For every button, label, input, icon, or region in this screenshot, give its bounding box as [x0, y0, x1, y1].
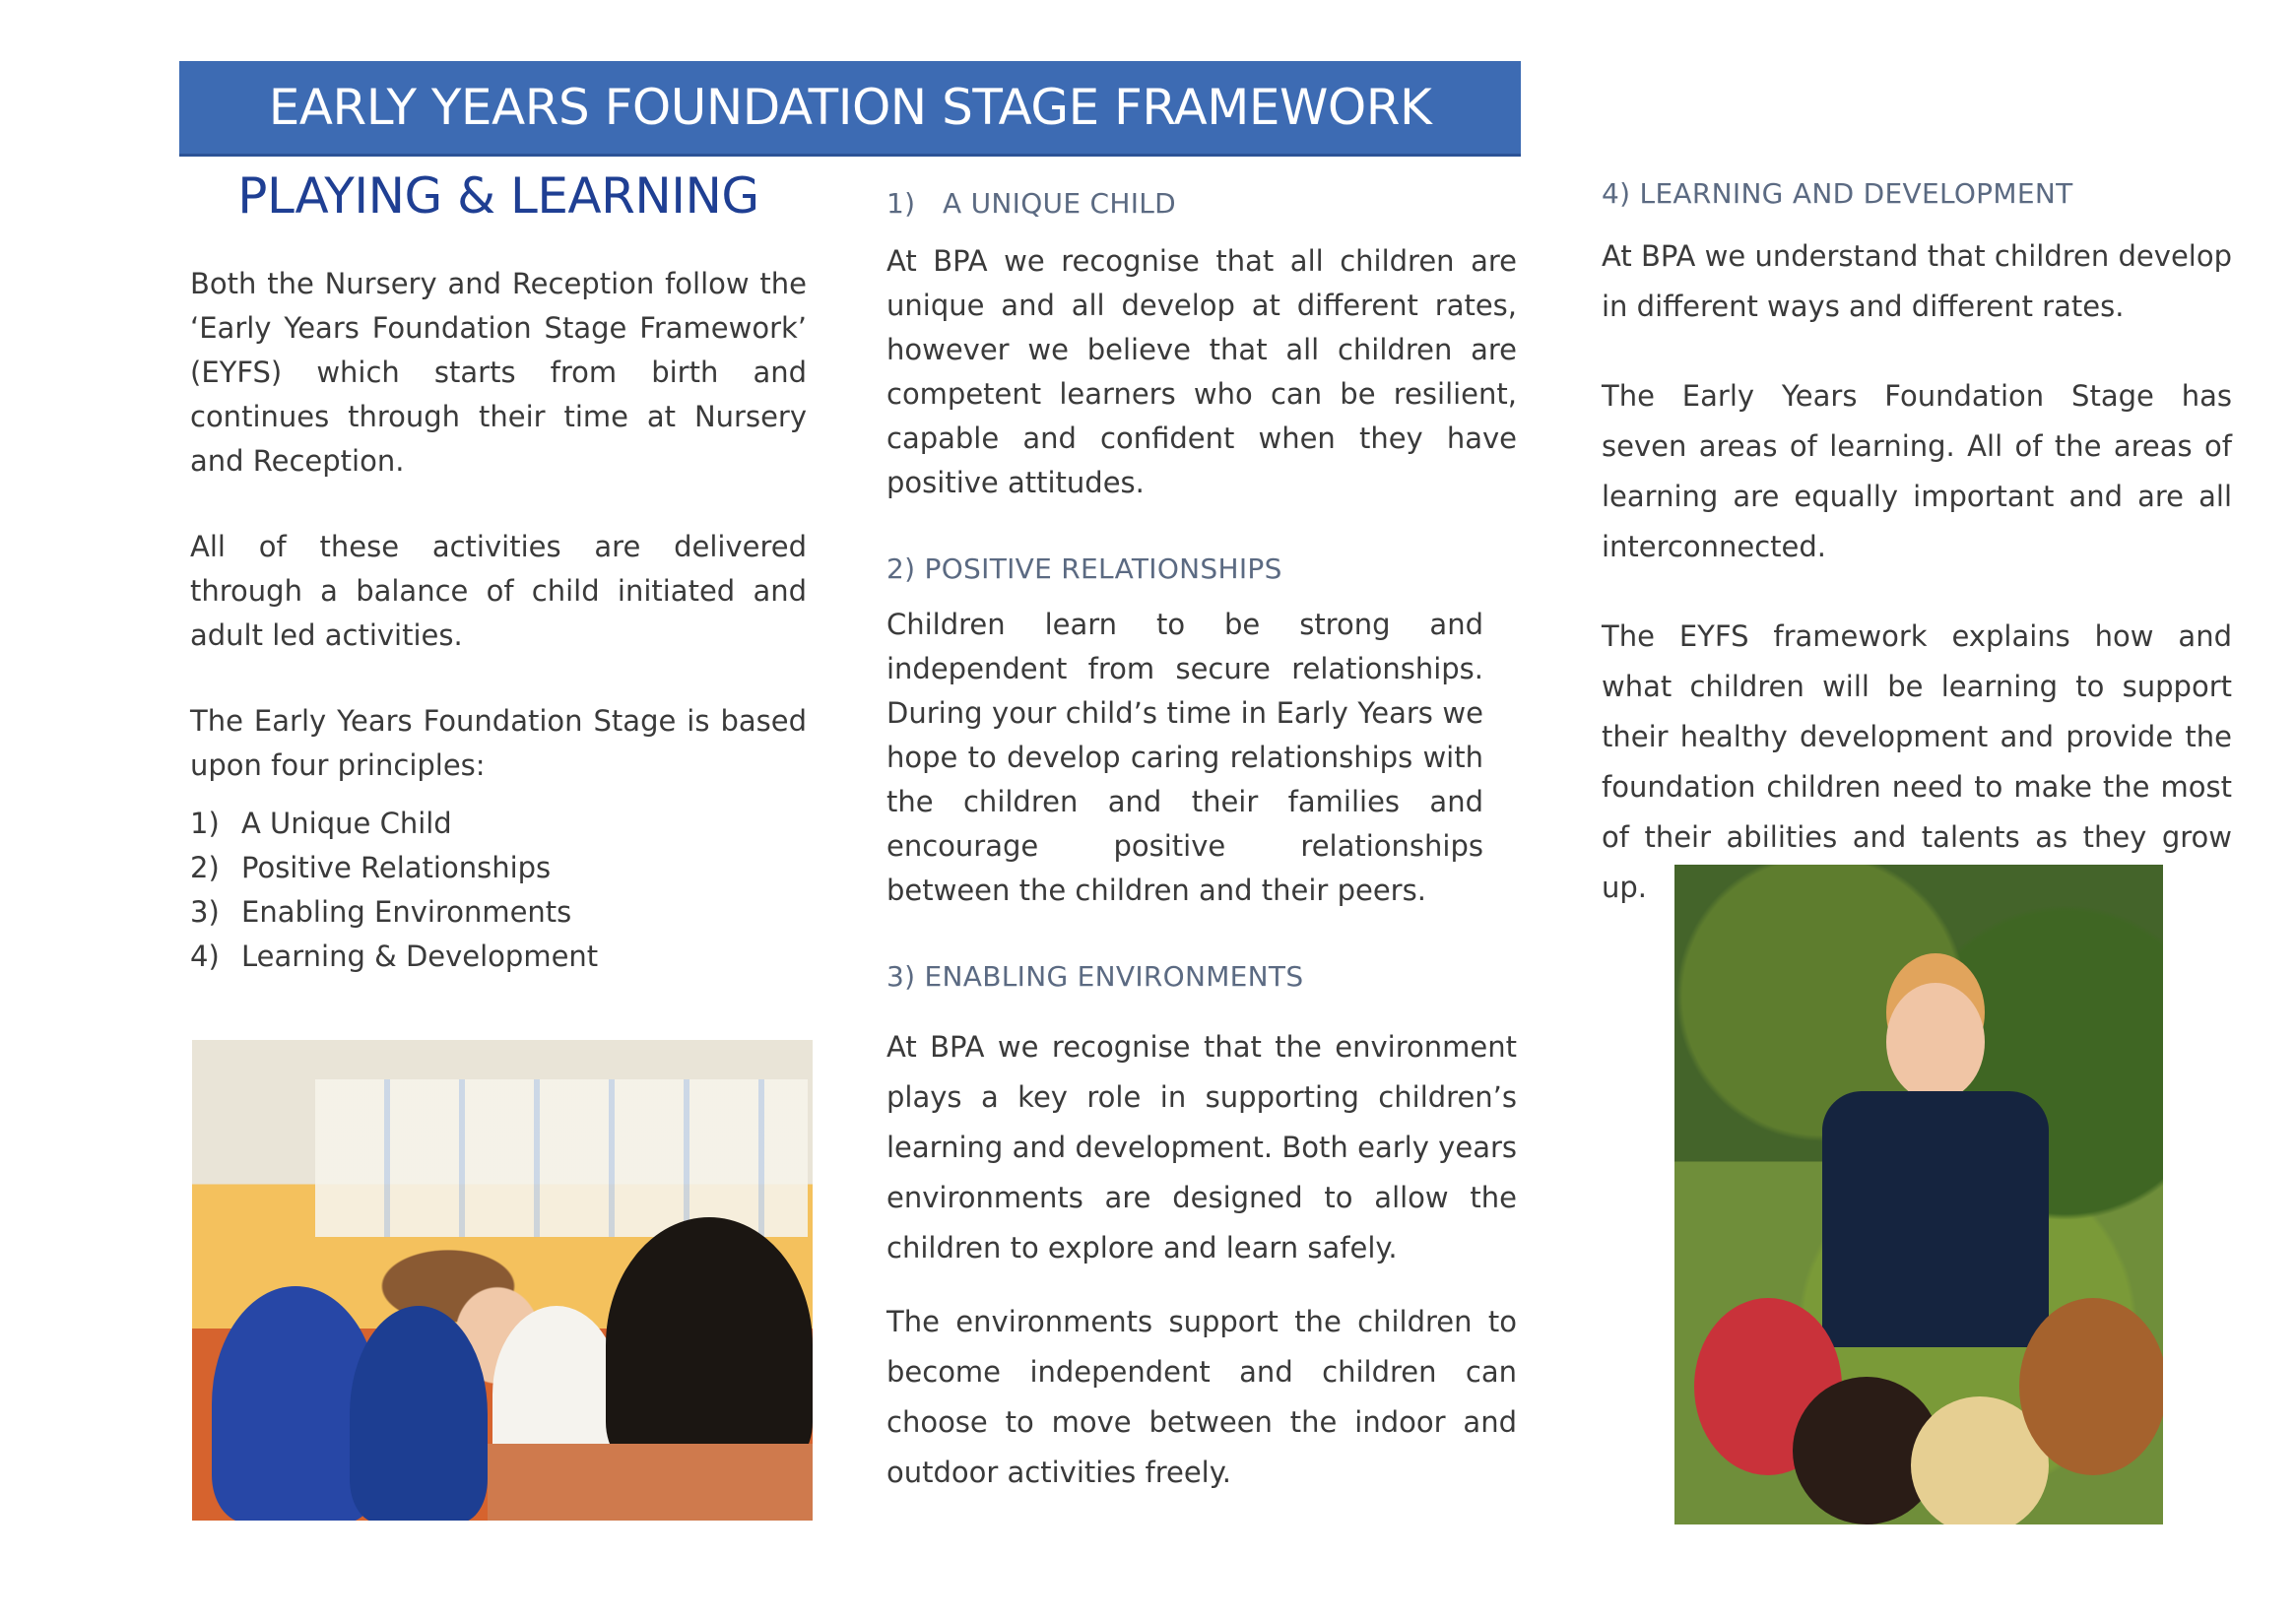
enabling-environments-text-2: The environments support the children to become independent and children can choose to move between the indoor and outdoor activities freely.	[886, 1305, 1517, 1489]
column-playing-learning	[190, 167, 807, 979]
subheading-enabling-environments: 3) ENABLING ENVIRONMENTS	[886, 960, 1304, 993]
enabling-environments-text-1: At BPA we recognise that the environment plays a key role in supporting children’s learning and development. Both early years environments are designed to allow the children to explore and learn safely.	[886, 1030, 1517, 1264]
list-item: 3) Enabling Environments	[190, 895, 572, 929]
unique-child-text: At BPA we recognise that all children are unique and all develop at different rates, however we believe that all children are competent learners who can be resilient, capable and confident when they have positive attitudes.	[886, 244, 1517, 499]
garden-photo	[1674, 865, 2163, 1524]
classroom-photo	[192, 1040, 813, 1521]
column-principles-1-3	[886, 187, 1517, 1498]
intro-paragraph: Both the Nursery and Reception follow the ‘Early Years Foundation Stage Framework’ (EYFS) which starts from birth and continues through their time at Nursery and Reception.	[190, 267, 807, 478]
child-figure	[350, 1306, 488, 1521]
learning-development-text-1: At BPA we understand that children develop in different ways and different rates.	[1602, 239, 2232, 323]
list-item: 4) Learning & Development	[190, 940, 599, 973]
list-item: 2) Positive Relationships	[190, 851, 552, 884]
activity-table	[488, 1444, 813, 1521]
principles-intro: The Early Years Foundation Stage is based upon four principles:	[190, 704, 807, 782]
principles-list	[190, 802, 807, 979]
positive-relationships-text: Children learn to be strong and independent from secure relationships. During your child’s time in Early Years we hope to develop caring relationships with the children and their families and encourage positive relationships between the children and their peers.	[886, 608, 1483, 907]
activities-paragraph: All of these activities are delivered through a balance of child initiated and adult led activities.	[190, 530, 807, 652]
learning-development-text-2: The Early Years Foundation Stage has seven areas of learning. All of the areas of learning are equally important and are all interconnected.	[1602, 379, 2232, 563]
child-figure	[2019, 1298, 2163, 1475]
subheading-unique-child: 1) A UNIQUE CHILD	[886, 187, 1177, 220]
subheading-positive-relationships: 2) POSITIVE RELATIONSHIPS	[886, 552, 1282, 585]
wall-posters	[315, 1079, 808, 1237]
section-heading-playing-learning: PLAYING & LEARNING	[237, 167, 759, 225]
page-title: EARLY YEARS FOUNDATION STAGE FRAMEWORK	[268, 79, 1432, 136]
title-banner	[179, 61, 1521, 157]
list-item: 1) A Unique Child	[190, 807, 452, 840]
adult-figure	[606, 1217, 813, 1473]
adult-shirt	[1822, 1091, 2049, 1347]
adult-head	[1886, 983, 1985, 1101]
column-learning-development	[1602, 177, 2232, 913]
subheading-learning-development: 4) LEARNING AND DEVELOPMENT	[1602, 177, 2073, 210]
learning-development-text-3: The EYFS framework explains how and what children will be learning to support their healthy development and provide the foundation children need to make the most of their abilities and talents as they grow up.	[1602, 619, 2232, 904]
